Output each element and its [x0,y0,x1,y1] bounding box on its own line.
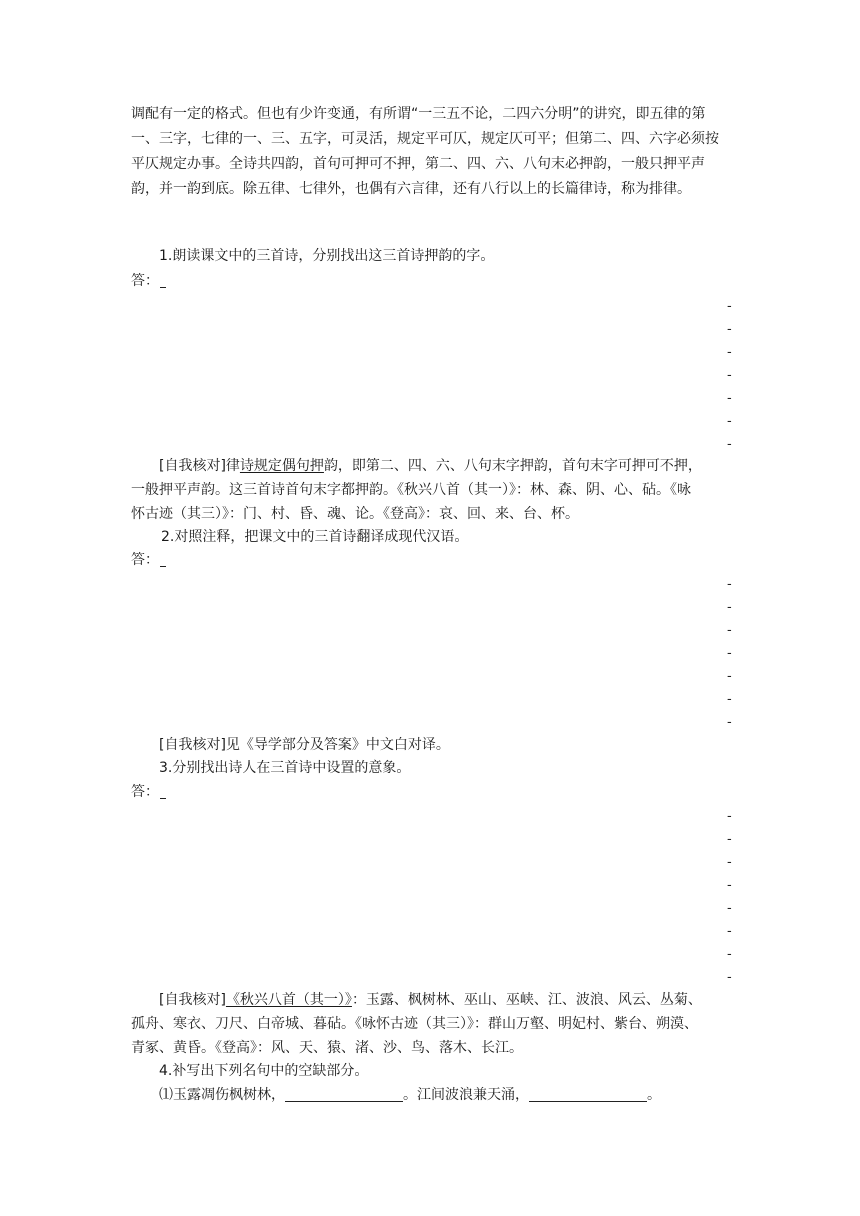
answer-blank[interactable] [160,273,166,288]
self-check-underlined: 诗规定偶句押 [239,458,324,474]
answer-line-marker: - [727,901,732,916]
self-check-3-line-3: 青冢、黄昏。《登高》：风、天、猿、渚、沙、鸟、落木、长江。 [131,1040,523,1056]
self-check-rest: 韵，即第二、四、六、八句末字押韵，首句末字可押可不押， [323,458,702,474]
fill-in-blank[interactable] [285,1087,403,1102]
answer-line-marker: - [727,646,732,661]
answer-line-marker: - [727,715,732,730]
fill-in-text: 。 [647,1087,661,1103]
self-check-3 [159,990,702,1010]
answer-line-marker: - [727,692,732,707]
answer-line-marker: - [727,437,732,452]
answer-line-marker: - [727,577,732,592]
self-check-3-line-2: 孤舟、寒衣、刀尺、白帝城、暮砧。《咏怀古迹（其三）》：群山万壑、明妃村、紫台、朔漠、 [131,1016,698,1032]
answer-line-marker: - [727,623,732,638]
fill-in-item-1 [159,1085,661,1105]
question-3: 3.分别找出诗人在三首诗中设置的意象。 [159,760,411,776]
answer-line-marker: - [727,855,732,870]
answer-line-marker: - [727,947,732,962]
intro-line-2: 一、三字，七律的一、三、五字，可灵活，规定平可仄，规定仄可平；但第二、四、六字必须按 [131,131,719,147]
answer-label-text: 答： [131,273,159,289]
answer-line-marker: - [727,669,732,684]
answer-line-marker: - [727,345,732,360]
answer-label-text: 答： [131,552,159,568]
self-check-prefix: [自我核对]律 [159,458,240,474]
answer-label-text: 答： [131,784,159,800]
fill-in-text: ⑴玉露凋伤枫树林， [159,1087,285,1103]
self-check-1 [159,456,702,476]
answer-line-marker: - [727,970,732,985]
answer-line-marker: - [727,924,732,939]
intro-line-4: 韵，并一韵到底。除五律、七律外，也偶有六言律，还有八行以上的长篇律诗，称为排律。 [131,181,691,197]
answer-line-marker: - [727,391,732,406]
self-check-rest: ：玉露、枫树林、巫山、巫峡、江、波浪、风云、丛菊、 [351,992,702,1008]
answer-line-marker: - [727,414,732,429]
answer-blank[interactable] [160,784,166,799]
question-1: 1.朗读课文中的三首诗，分别找出这三首诗押韵的字。 [159,248,495,264]
answer-line-marker: - [727,368,732,383]
intro-line-3: 平仄规定办事。全诗共四韵，首句可押可不押，第二、四、六、八句末必押韵，一般只押平声 [131,156,705,172]
answer-blank[interactable] [160,552,166,567]
self-check-prefix: [自我核对] [159,992,226,1008]
fill-in-blank[interactable] [529,1087,647,1102]
answer-line-marker: - [727,299,732,314]
answer-label-3 [131,782,166,802]
fill-in-text: 。江间波浪兼天涌， [403,1087,529,1103]
answer-line-marker: - [727,809,732,824]
answer-label-2 [131,550,166,570]
answer-line-marker: - [727,878,732,893]
answer-line-marker: - [727,832,732,847]
answer-line-marker: - [727,600,732,615]
intro-line-1: 调配有一定的格式。但也有少许变通，有所谓“一三五不论，二四六分明”的讲究，即五律的第 [131,106,706,122]
self-check-1-line-2: 一般押平声韵。这三首诗首句末字都押韵。《秋兴八首（其一）》：林、森、阴、心、砧。《咏 [131,482,691,498]
question-2: 2.对照注释，把课文中的三首诗翻译成现代汉语。 [161,529,469,545]
answer-line-marker: - [727,322,732,337]
answer-label-1 [131,271,166,291]
question-4: 4.补写出下列名句中的空缺部分。 [159,1063,369,1079]
self-check-2: [自我核对]见《导学部分及答案》中文白对译。 [159,737,450,753]
self-check-underlined: 《秋兴八首（其一）》 [225,992,352,1008]
self-check-1-line-3: 怀古迹（其三）》：门、村、昏、魂、论。《登高》：哀、回、来、台、杯。 [131,506,579,522]
